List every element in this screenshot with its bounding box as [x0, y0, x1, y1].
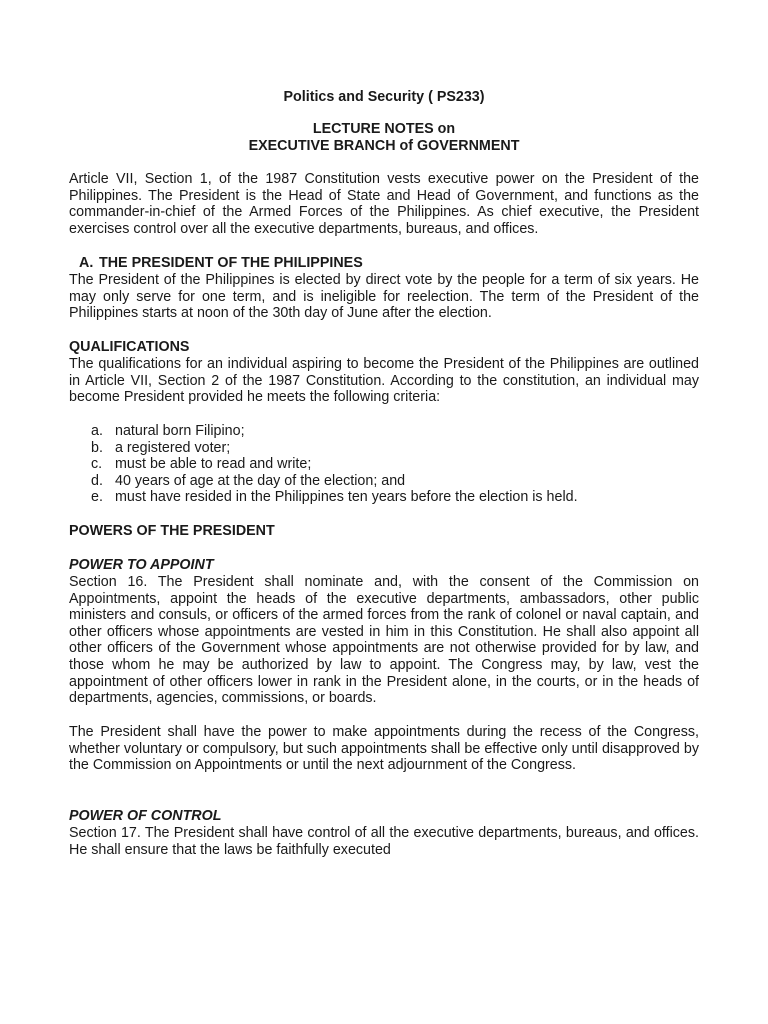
list-item-marker: c. [91, 456, 103, 473]
power-of-control-heading: POWER OF CONTROL [69, 808, 222, 824]
list-item [69, 489, 699, 506]
list-item-text: must be able to read and write; [115, 456, 312, 473]
list-item [69, 473, 699, 490]
list-item-marker: a. [91, 423, 103, 439]
section-a-title: THE PRESIDENT OF THE PHILIPPINES [99, 255, 363, 271]
lecture-title-line-2: EXECUTIVE BRANCH of GOVERNMENT [248, 138, 520, 154]
list-item [69, 423, 699, 440]
list-item-marker: e. [91, 489, 103, 506]
section-a-paragraph: The President of the Philippines is elected by direct vote by the people for a term of six years. He may only serve for one term, and is ineligible for reelection. The term of the President of the Philippines starts at noon of the 30th day of June after the election. [69, 272, 699, 322]
qualifications-heading: QUALIFICATIONS [69, 339, 190, 355]
list-item-marker: b. [91, 439, 103, 456]
list-item [69, 456, 699, 473]
course-title: Politics and Security ( PS233) [283, 89, 485, 105]
list-item-text: must have resided in the Philippines ten years before the election is held. [115, 489, 578, 506]
section-a-heading [69, 255, 709, 272]
power-to-appoint-heading: POWER TO APPOINT [69, 557, 214, 573]
qualifications-paragraph: The qualifications for an individual aspiring to become the President of the Philippines are outlined in Article VII, Section 2 of the 1987 Constitution. According to the constitution, an individual may become President provided he meets the following criteria: [69, 356, 699, 406]
lecture-title-line-1: LECTURE NOTES on [312, 121, 456, 137]
power-of-control-paragraph: Section 17. The President shall have control of all the executive departments, bureaus, and offices. He shall ensure that the laws be faithfully executed [69, 825, 699, 858]
intro-paragraph: Article VII, Section 1, of the 1987 Constitution vests executive power on the President of the Philippines. The President is the Head of State and Head of Government, and functions as the commander-in-chief of the Armed Forces of the Philippines. As chief executive, the President exercises control over all the executive departments, bureaus, and offices. [69, 171, 699, 237]
section-a-letter: A. [79, 255, 94, 271]
powers-heading: POWERS OF THE PRESIDENT [69, 523, 275, 539]
list-item-text: natural born Filipino; [115, 423, 245, 439]
list-item [69, 440, 699, 457]
list-item-marker: d. [91, 472, 103, 489]
power-to-appoint-paragraph-1: Section 16. The President shall nominate and, with the consent of the Commission on Appointments, appoint the heads of the executive departments, ambassadors, other public ministers and consuls, or officers of the armed forces from the rank of colonel or naval captain, and other officers whose appointments are vested in him in this Constitution. He shall also appoint all other officers of the Government whose appointments are not otherwise provided for by law, and those whom he may be authorized by law to appoint. The Congress may, by law, vest the appointment of other officers lower in rank in the President alone, in the courts, or in the heads of departments, agencies, commissions, or boards. [69, 574, 699, 707]
list-item-text: 40 years of age at the day of the election; and [115, 472, 406, 489]
criteria-list [69, 423, 699, 506]
power-to-appoint-paragraph-2: The President shall have the power to make appointments during the recess of the Congress, whether voluntary or compulsory, but such appointments shall be effective only until disapproved by the Commission on Appointments or until the next adjournment of the Congress. [69, 724, 699, 774]
list-item-text: a registered voter; [115, 439, 231, 456]
